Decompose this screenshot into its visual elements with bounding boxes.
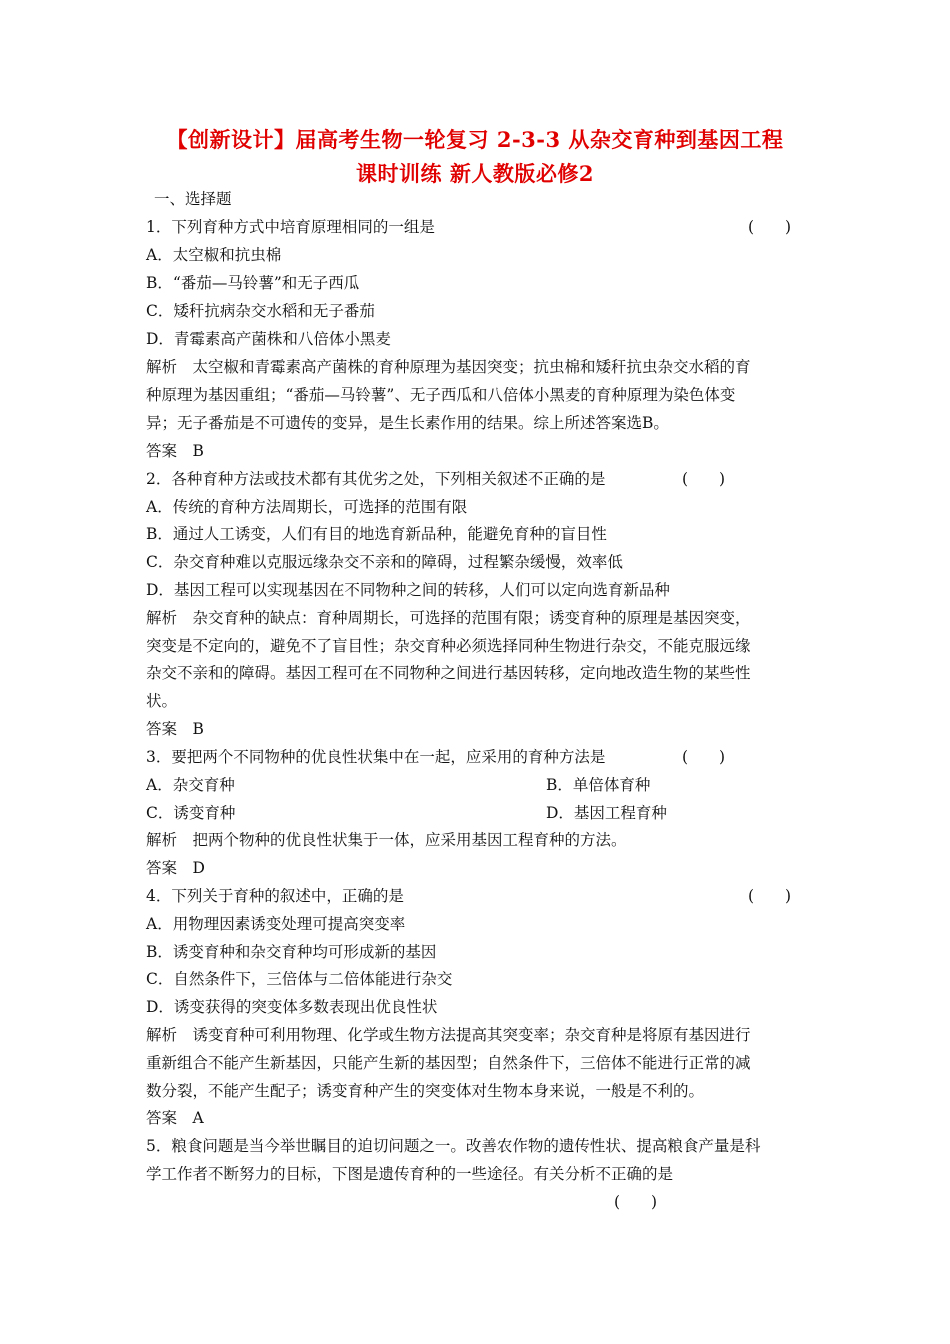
q4-explanation-line-1: 解析 诱变育种可利用物理、化学或生物方法提高其突变率；杂交育种是将原有基因进行 bbox=[146, 1026, 751, 1044]
q4-explanation-line-2: 重新组合不能产生新基因，只能产生新的基因型；自然条件下，三倍体不能进行正常的减 bbox=[146, 1054, 751, 1072]
q1-option-a: A．太空椒和抗虫棉 bbox=[146, 246, 282, 264]
q3-option-a: A．杂交育种 bbox=[146, 776, 235, 794]
q2-answer: 答案 B bbox=[146, 720, 204, 738]
q1-explanation-line-2: 种原理为基因重组；“番茄—马铃薯”、无子西瓜和八倍体小黑麦的育种原理为染色体变 bbox=[146, 386, 736, 404]
q4-answer-blank: ( ) bbox=[748, 887, 792, 905]
q3-explanation-line-1: 解析 把两个物种的优良性状集于一体，应采用基因工程育种的方法。 bbox=[146, 831, 627, 849]
q1-option-d: D．青霉素高产菌株和八倍体小黑麦 bbox=[146, 330, 391, 348]
q4-option-a: A．用物理因素诱变处理可提高突变率 bbox=[146, 915, 406, 933]
q2-explanation-line-2: 突变是不定向的，避免不了盲目性；杂交育种必须选择同种生物进行杂交，不能克服远缘 bbox=[146, 637, 751, 655]
q4-answer: 答案 A bbox=[146, 1109, 204, 1127]
section-heading: 一、选择题 bbox=[154, 190, 232, 208]
q5-stem-line-2: 学工作者不断努力的目标，下图是遗传育种的一些途径。有关分析不正确的是 bbox=[146, 1165, 674, 1183]
q2-option-c: C．杂交育种难以克服远缘杂交不亲和的障碍，过程繁杂缓慢，效率低 bbox=[146, 553, 623, 571]
q1-explanation-line-3: 异；无子番茄是不可遗传的变异，是生长素作用的结果。综上所述答案选B。 bbox=[146, 414, 669, 432]
document-title-line-1: 【创新设计】届高考生物一轮复习 2-3-3 从杂交育种到基因工程 bbox=[166, 127, 784, 152]
q1-answer: 答案 B bbox=[146, 442, 204, 460]
q4-stem: 4．下列关于育种的叙述中，正确的是 bbox=[146, 887, 404, 905]
q4-option-c: C．自然条件下，三倍体与二倍体能进行杂交 bbox=[146, 970, 453, 988]
q2-stem: 2．各种育种方法或技术都有其优劣之处，下列相关叙述不正确的是 bbox=[146, 470, 606, 488]
q2-option-b: B．通过人工诱变，人们有目的地选育新品种，能避免育种的盲目性 bbox=[146, 525, 607, 543]
q2-option-a: A．传统的育种方法周期长，可选择的范围有限 bbox=[146, 498, 468, 516]
q3-option-b: B．单倍体育种 bbox=[546, 776, 651, 794]
q1-answer-blank: ( ) bbox=[748, 218, 792, 236]
q4-explanation-line-3: 数分裂，不能产生配子；诱变育种产生的突变体对生物本身来说，一般是不利的。 bbox=[146, 1082, 705, 1100]
q1-option-b: B．“番茄—马铃薯”和无子西瓜 bbox=[146, 274, 360, 292]
q3-answer: 答案 D bbox=[146, 859, 205, 877]
q4-option-d: D．诱变获得的突变体多数表现出优良性状 bbox=[146, 998, 438, 1016]
q3-option-d: D．基因工程育种 bbox=[546, 804, 667, 822]
q1-option-c: C．矮秆抗病杂交水稻和无子番茄 bbox=[146, 302, 375, 320]
q2-option-d: D．基因工程可以实现基因在不同物种之间的转移，人们可以定向选育新品种 bbox=[146, 581, 670, 599]
q3-stem: 3．要把两个不同物种的优良性状集中在一起，应采用的育种方法是 bbox=[146, 748, 606, 766]
q2-explanation-line-4: 状。 bbox=[146, 692, 178, 710]
q5-answer-blank: ( ) bbox=[614, 1193, 658, 1211]
q2-explanation-line-3: 杂交不亲和的障碍。基因工程可在不同物种之间进行基因转移，定向地改造生物的某些性 bbox=[146, 664, 751, 682]
q2-answer-blank: ( ) bbox=[682, 470, 726, 488]
q5-stem-line-1: 5．粮食问题是当今举世瞩目的迫切问题之一。改善农作物的遗传性状、提高粮食产量是科 bbox=[146, 1137, 761, 1155]
q3-answer-blank: ( ) bbox=[682, 748, 726, 766]
q4-option-b: B．诱变育种和杂交育种均可形成新的基因 bbox=[146, 943, 437, 961]
q2-explanation-line-1: 解析 杂交育种的缺点：育种周期长，可选择的范围有限；诱变育种的原理是基因突变， bbox=[146, 609, 751, 627]
q1-stem: 1．下列育种方式中培育原理相同的一组是 bbox=[146, 218, 435, 236]
q3-option-c: C．诱变育种 bbox=[146, 804, 236, 822]
document-title-line-2: 课时训练 新人教版必修2 bbox=[356, 161, 594, 186]
q1-explanation-line-1: 解析 太空椒和青霉素高产菌株的育种原理为基因突变；抗虫棉和矮秆抗虫杂交水稻的育 bbox=[146, 358, 751, 376]
